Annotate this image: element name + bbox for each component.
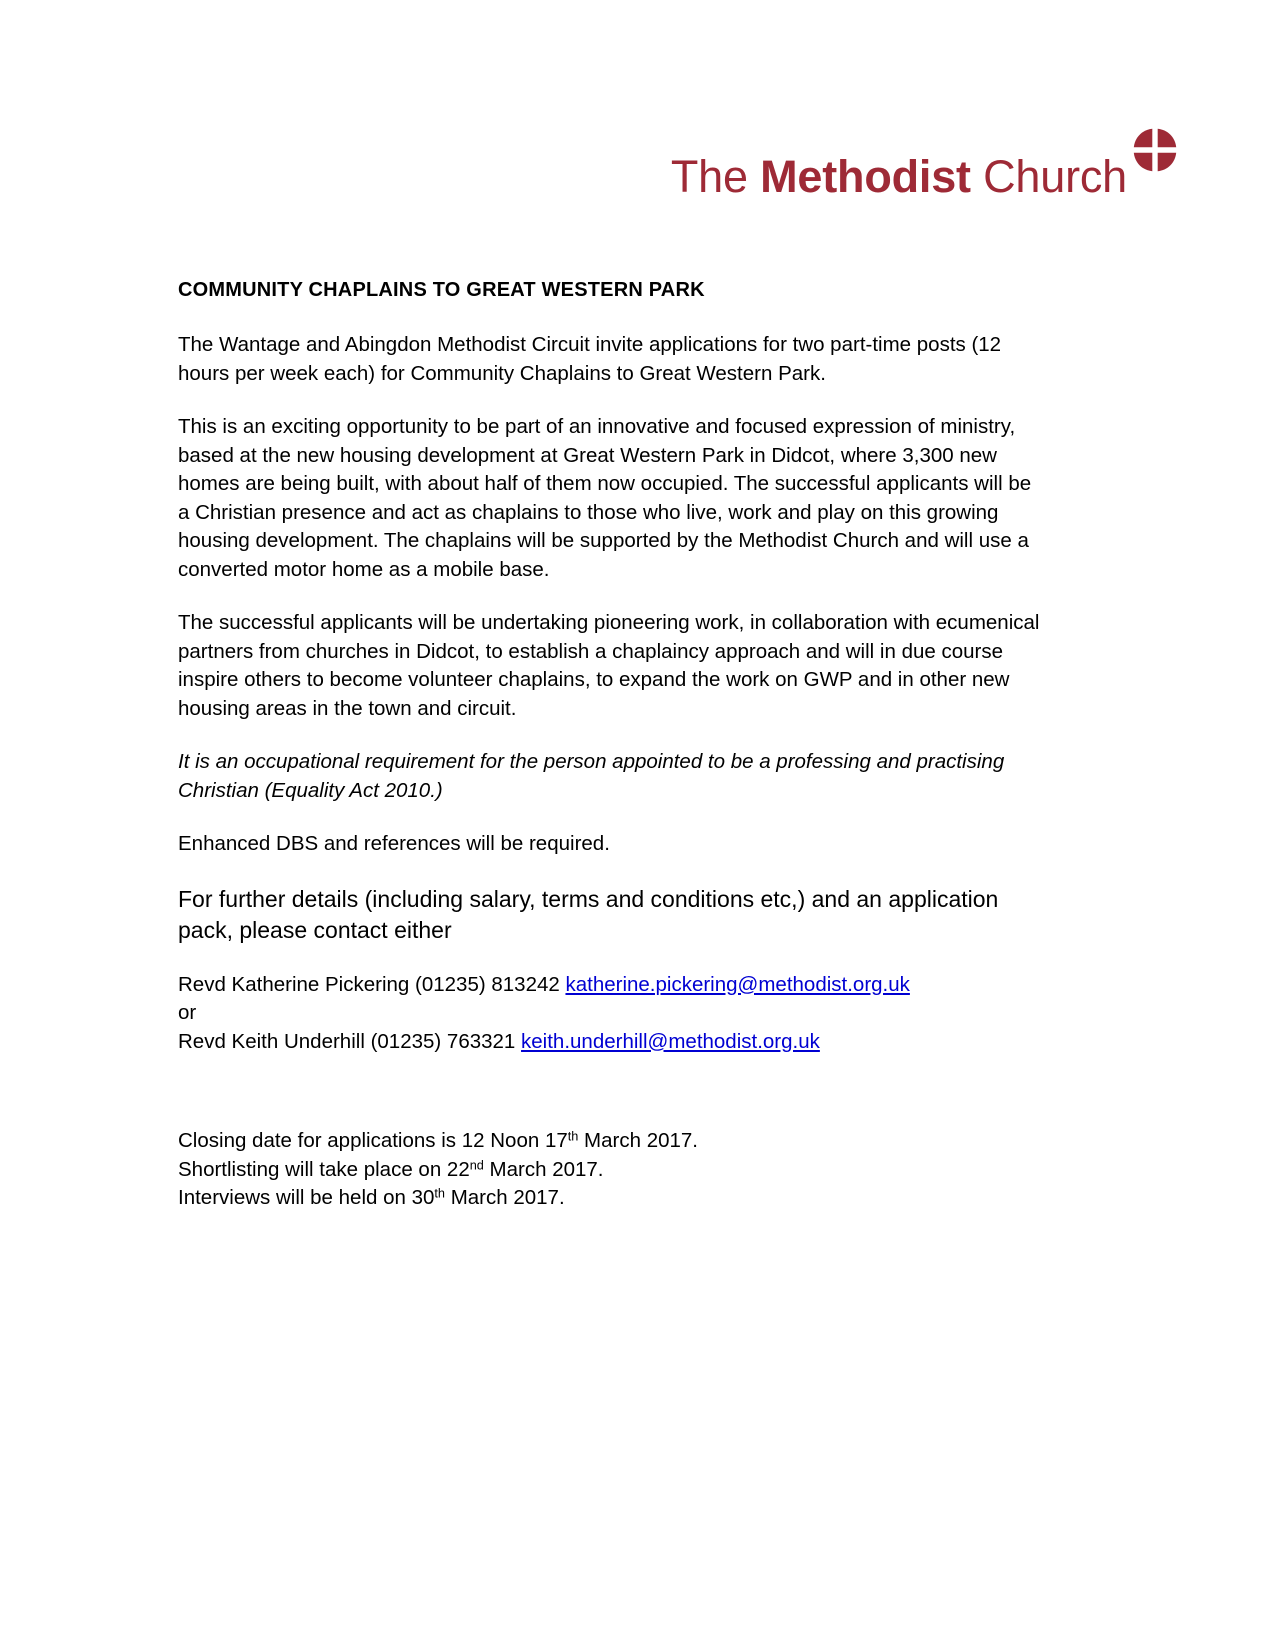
closing-date-suffix: March 2017. [578,1129,699,1152]
paragraph-pioneering-work: The successful applicants will be undertaking pioneering work, in collaboration with ecumenical partners from churches in Didcot, to establish a chaplaincy approach and will in due course inspire others to become volunteer chaplains, to expand the work on GWP and in other new housing areas in the town and circuit. [178,611,1040,720]
shortlist-date-line [178,1156,1040,1185]
methodist-cross-roundel-icon [1133,128,1177,172]
paragraph-opportunity: This is an exciting opportunity to be part of an innovative and focused expression of ministry, based at the new housing development at Great Western Park in Didcot, where 3,300 new homes are being built, with about half of them now occupied. The successful applicants will be a Christian presence and act as chaplains to those who live, work and play on this growing housing development. The chaplains will be supported by the Methodist Church and will use a converted motor home as a mobile base. [178,415,1032,581]
interview-date-line [178,1184,1040,1213]
interview-date-ordinal: th [434,1185,445,1201]
contact-line-1 [178,971,1040,1000]
closing-date-line [178,1127,1040,1156]
shortlist-date-suffix: March 2017. [483,1157,604,1181]
interview-date-prefix: Interviews will be held on 30 [178,1186,435,1209]
contact-line-2 [178,1028,1040,1057]
contact-2-email-link[interactable]: keith.underhill@methodist.org.uk [521,1029,820,1053]
paragraph-intro: The Wantage and Abingdon Methodist Circuit invite applications for two part-time posts (12 hours per week each) for Community Chaplains to Great Western Park. [178,333,1002,385]
shortlist-date-ordinal: nd [469,1156,484,1172]
closing-date-ordinal: th [567,1128,579,1144]
paragraph-occupational-requirement: It is an occupational requirement for the person appointed to be a professing and practising Christian (Equality Act 2010.) [178,750,1005,802]
page-title: COMMUNITY CHAPLAINS TO GREAT WESTERN PARK [178,279,705,301]
logo-wordmark [670,151,1127,202]
contact-or-label: or [178,1001,197,1024]
spacer [178,1081,1040,1127]
contact-2-name: Revd Keith Underhill (01235) 763321 [178,1029,522,1053]
document-body [178,278,1040,1213]
logo-text-church: Church [970,151,1127,202]
logo-text-the: The [670,151,761,202]
methodist-church-logo [670,128,1177,202]
shortlist-date-prefix: Shortlisting will take place on 22 [178,1157,470,1181]
contact-details [178,971,1040,1057]
contact-1-name: Revd Katherine Pickering (01235) 813242 [178,972,566,996]
paragraph-further-details: For further details (including salary, terms and conditions etc,) and an application pack, please contact either [178,885,999,943]
logo-text-methodist: Methodist [760,151,971,202]
closing-date-prefix: Closing date for applications is 12 Noon 17 [178,1129,568,1152]
key-dates [178,1127,1040,1213]
contact-1-email-link[interactable]: katherine.pickering@methodist.org.uk [565,972,910,996]
paragraph-dbs: Enhanced DBS and references will be required. [178,832,610,855]
interview-date-suffix: March 2017. [445,1186,565,1209]
